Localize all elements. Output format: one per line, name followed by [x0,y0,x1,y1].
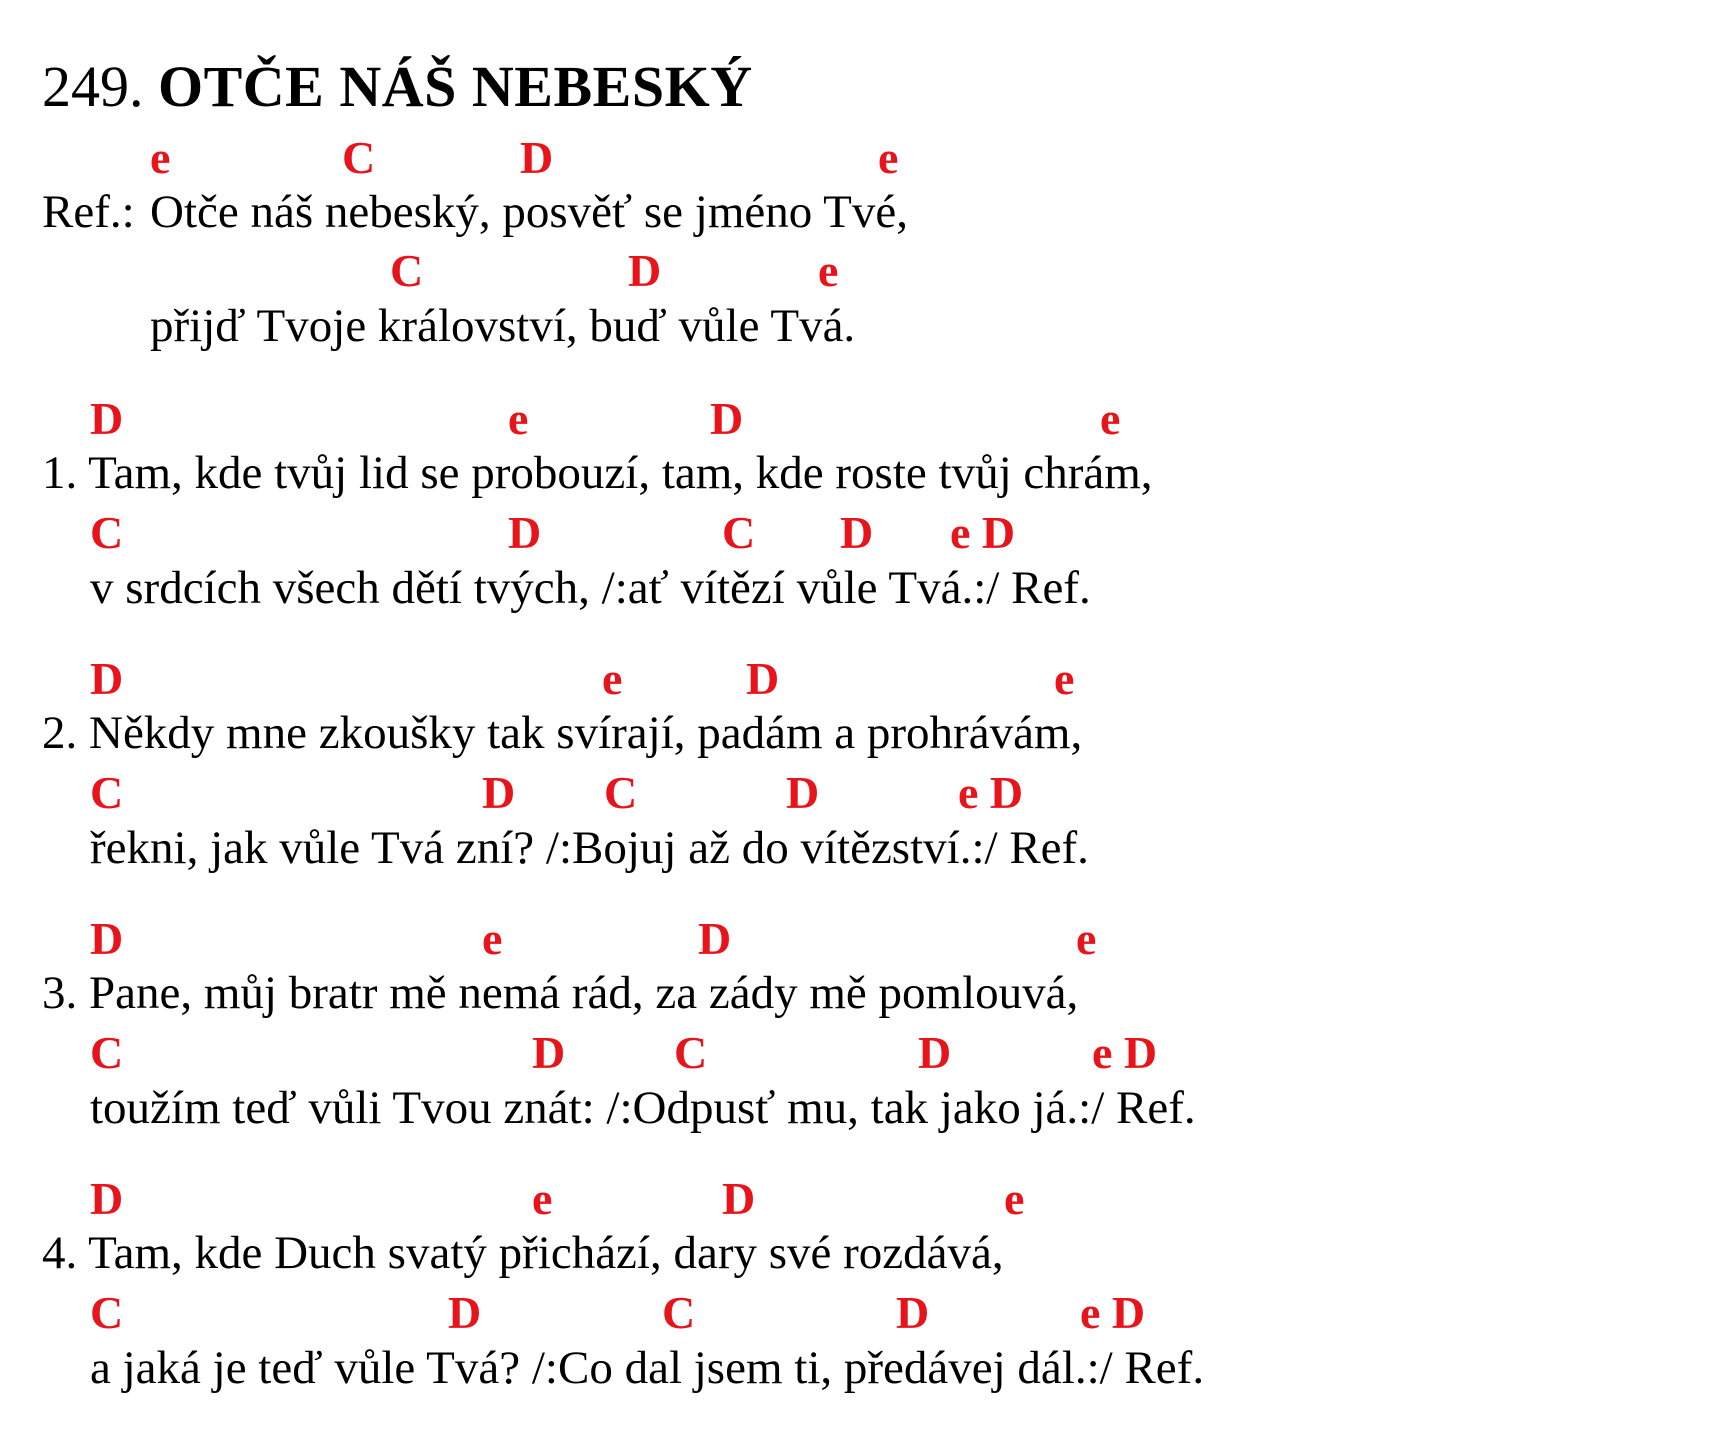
chord: D [896,1287,930,1338]
verse-3-line-1: 3. Pane, můj bratr mě nemá rád, za zády mě pomlouvá, [42,967,1079,1019]
chord: D [918,1027,952,1078]
chord: D [90,1173,124,1224]
chord: D [520,132,554,183]
chord: D [786,767,820,818]
chord: C [604,767,638,818]
chord: D [448,1287,482,1338]
song-number: 249. [42,54,144,119]
chord: e [1100,393,1121,444]
refrain-label: Ref.: [42,186,135,238]
chord: D [90,393,124,444]
chord: e [602,653,623,704]
chord: C [342,132,376,183]
chord: e D [1092,1027,1158,1078]
chord: e D [1080,1287,1146,1338]
verse-4-line-1: 4. Tam, kde Duch svatý přichází, dary své rozdává, [42,1227,1004,1279]
chord: e [508,393,529,444]
chord: C [390,245,424,296]
chord: D [90,913,124,964]
chord: D [840,507,874,558]
chord: C [90,1287,124,1338]
chord: e [878,132,899,183]
refrain-line-2: přijď Tvoje království, buď vůle Tvá. [150,300,856,352]
chord: D [698,913,732,964]
chord: e [532,1173,553,1224]
chord: D [628,245,662,296]
chord: C [722,507,756,558]
chord: e [482,913,503,964]
verse-2-line-2: řekni, jak vůle Tvá zní? /:Bojuj až do vítězství.:/ Ref. [90,822,1089,874]
chord: D [746,653,780,704]
verse-3-line-2: toužím teď vůli Tvou znát: /:Odpusť mu, tak jako já.:/ Ref. [90,1082,1196,1134]
song-title: OTČE NÁŠ NEBESKÝ [158,54,753,119]
chord: C [90,507,124,558]
chord: D [710,393,744,444]
chord: e [1076,913,1097,964]
chord: D [508,507,542,558]
refrain-line-1: Otče náš nebeský, posvěť se jméno Tvé, [150,186,908,238]
chord: D [90,653,124,704]
chord: D [722,1173,756,1224]
chord: D [482,767,516,818]
chord: e [1004,1173,1025,1224]
chord: C [90,767,124,818]
chord: e [818,245,839,296]
verse-1-line-1: 1. Tam, kde tvůj lid se probouzí, tam, kde roste tvůj chrám, [42,447,1153,499]
chord: e [1054,653,1075,704]
chord: C [674,1027,708,1078]
song-title-line [42,52,753,122]
chord: e D [958,767,1024,818]
verse-1-line-2: v srdcích všech dětí tvých, /:ať vítězí vůle Tvá.:/ Ref. [90,562,1091,614]
chord: C [662,1287,696,1338]
chord: e D [950,507,1016,558]
verse-4-line-2: a jaká je teď vůle Tvá? /:Co dal jsem ti, předávej dál.:/ Ref. [90,1342,1205,1394]
chord: D [532,1027,566,1078]
chord: e [150,132,171,183]
verse-2-line-1: 2. Někdy mne zkoušky tak svírají, padám a prohrávám, [42,707,1083,759]
chord: C [90,1027,124,1078]
